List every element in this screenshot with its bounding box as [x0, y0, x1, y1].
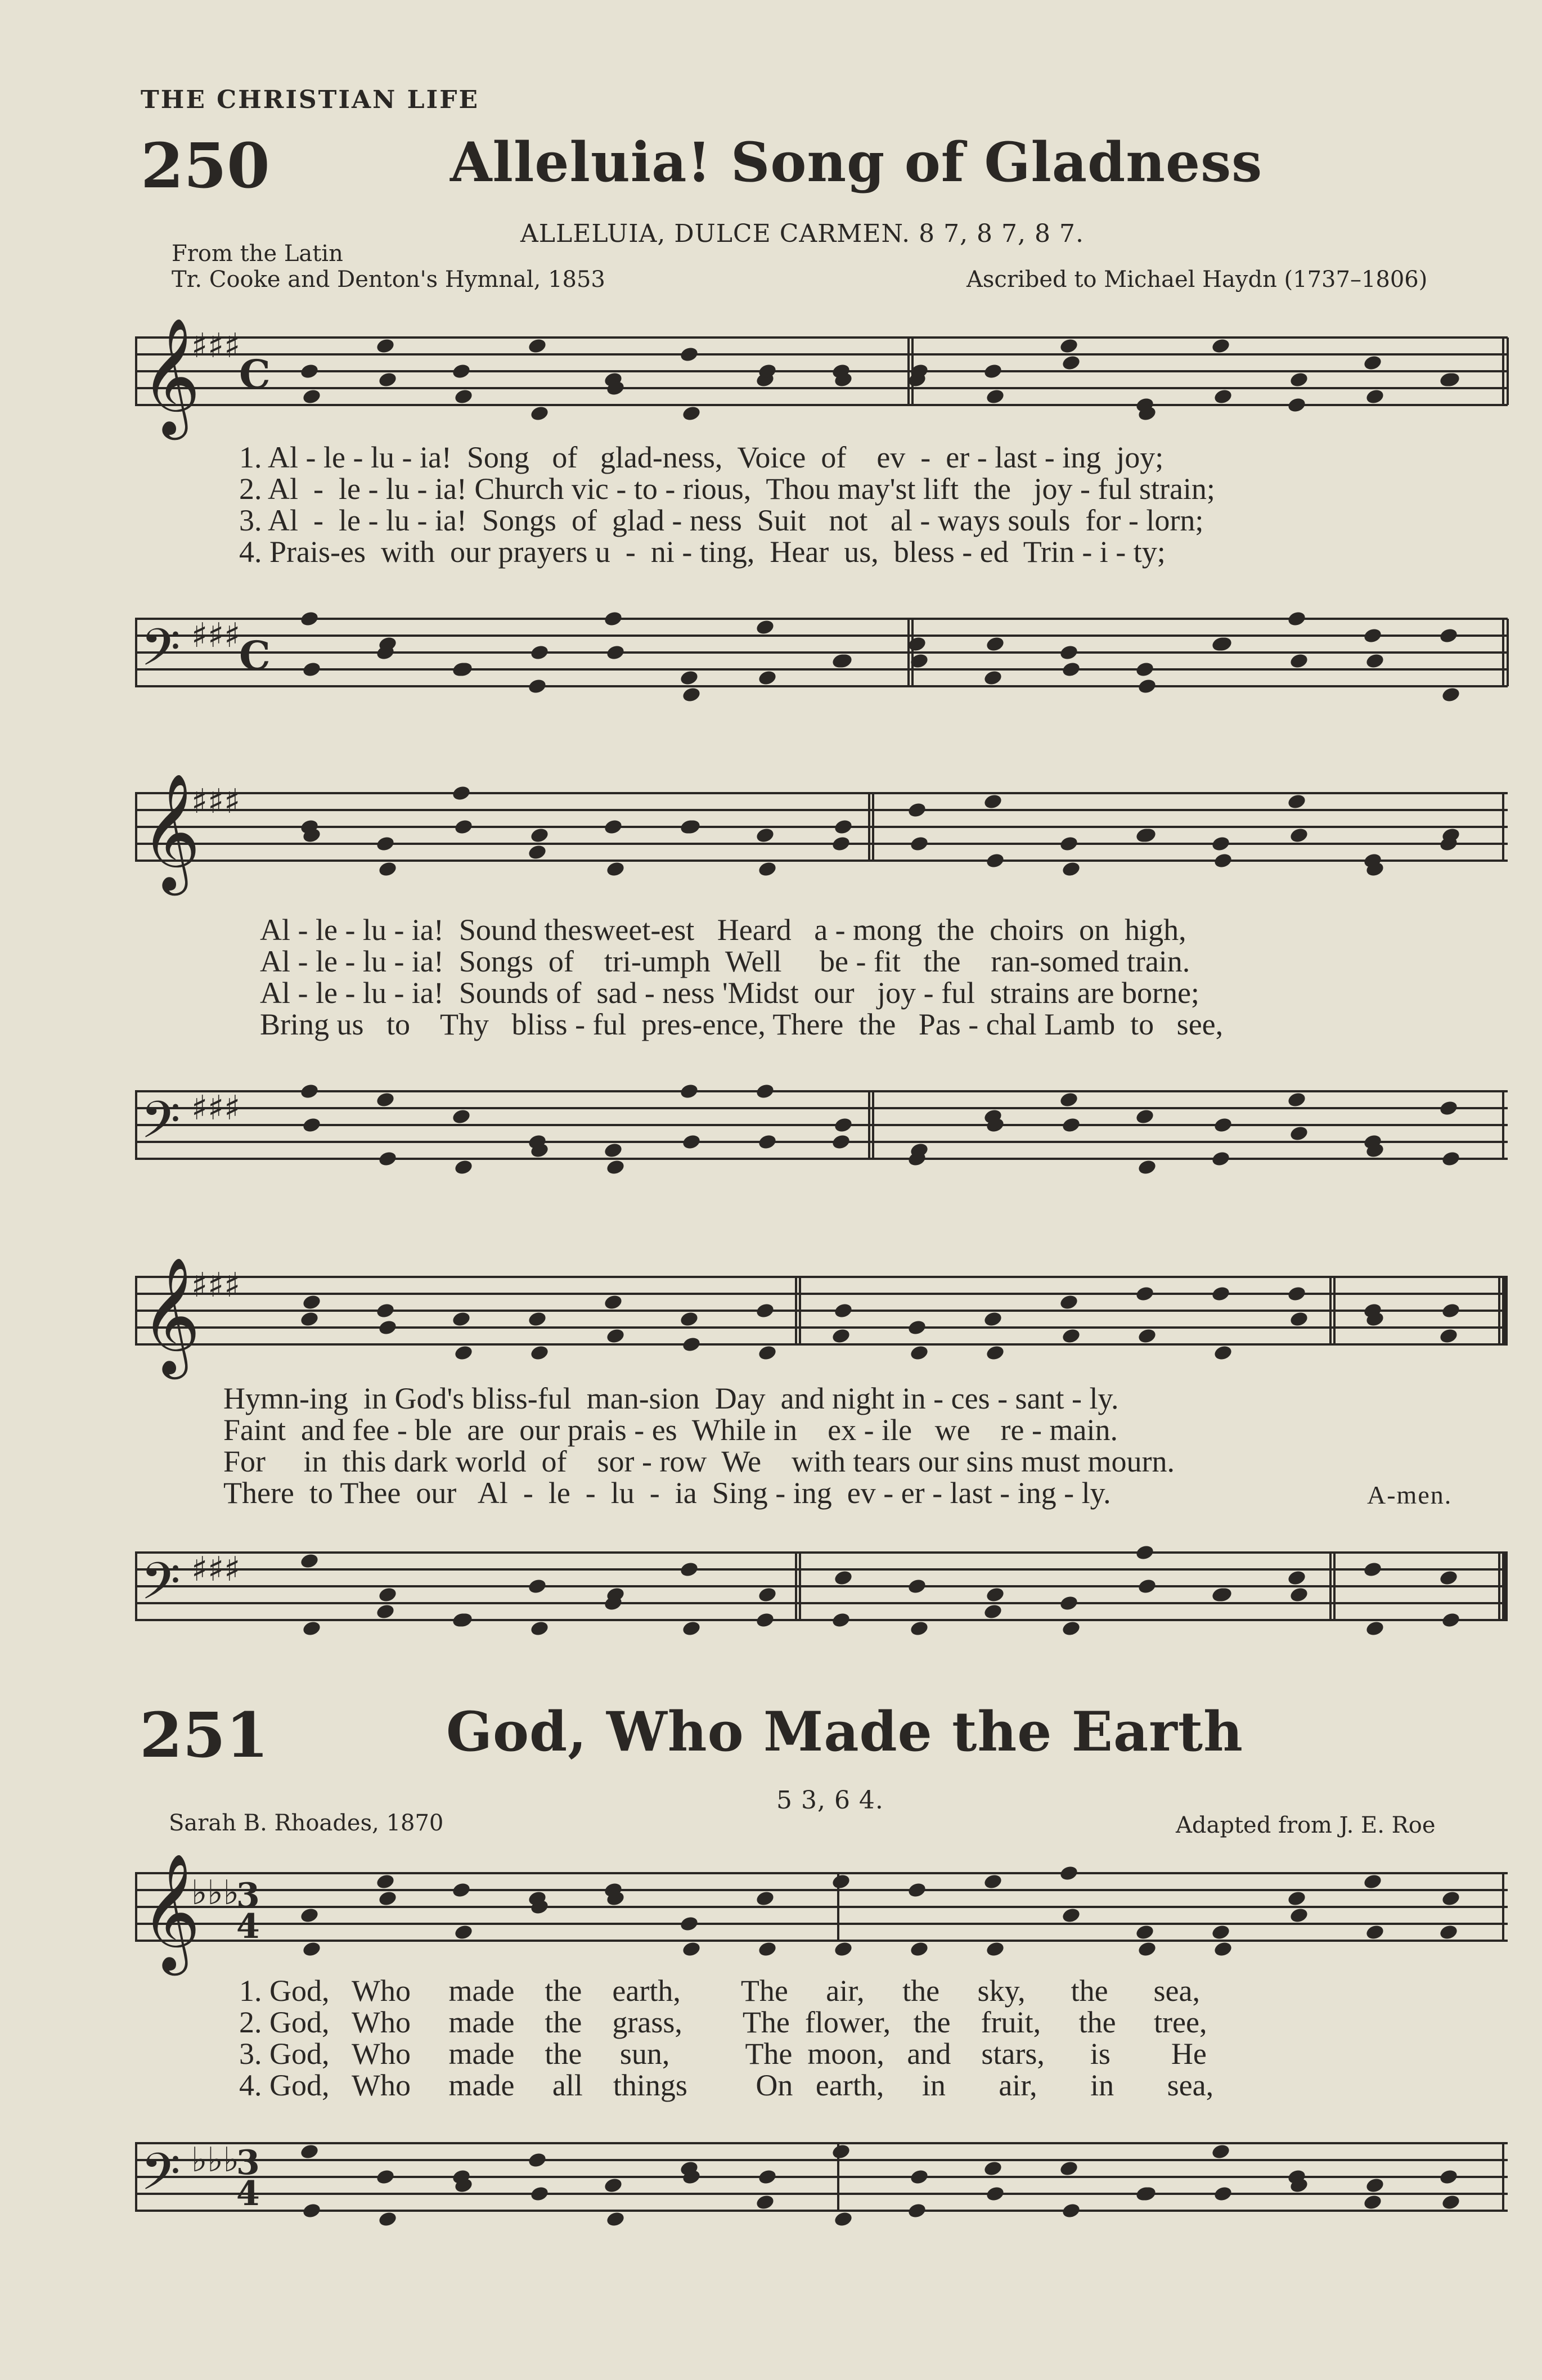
svg-text:𝄞: 𝄞 [141, 773, 201, 890]
note-head [1365, 1620, 1385, 1637]
note-head [1287, 1890, 1307, 1907]
note-head [831, 2143, 851, 2161]
translator-credit: Tr. Cooke and Denton's Hymnal, 1853 [172, 267, 605, 293]
note-head [527, 1311, 547, 1328]
note-head [755, 1612, 775, 1629]
note-head [831, 1612, 851, 1629]
note-head [1137, 1328, 1157, 1345]
note-head [1363, 1561, 1383, 1578]
author-credit: Sarah B. Rhoades, 1870 [169, 1810, 444, 1836]
note-head [1059, 644, 1079, 662]
note-head [527, 2152, 547, 2169]
note-heads [299, 785, 1461, 878]
note-head [1059, 1294, 1079, 1311]
svg-text:C: C [239, 351, 271, 398]
note-heads [299, 1285, 1461, 1362]
bass-staff [135, 1530, 1510, 1654]
lyric-line: 4. Prais-es with our prayers u - ni - ting, Hear us, bless - ed Trin - i - ty; [239, 535, 1166, 569]
note-head [755, 1302, 775, 1320]
note-head [757, 1586, 777, 1604]
note-head [1059, 2160, 1079, 2177]
note-head [451, 1882, 471, 1899]
note-head [831, 1133, 851, 1151]
note-head [1287, 793, 1307, 811]
note-head [299, 610, 320, 628]
note-head [451, 1311, 471, 1328]
note-head [1059, 338, 1079, 355]
note-head [1135, 1924, 1155, 1941]
note-head [1289, 1311, 1309, 1328]
note-head [755, 1890, 775, 1907]
svg-text:♭♭♭: ♭♭♭ [191, 1873, 239, 1913]
note-head [983, 363, 1003, 380]
note-head [1137, 827, 1157, 844]
source-credit: From the Latin [172, 241, 343, 267]
note-head [755, 619, 775, 636]
composer-credit: Ascribed to Michael Haydn (1737–1806) [966, 267, 1428, 293]
note-head [1289, 1586, 1309, 1604]
lyric-line: 2. God, Who made the grass, The flower, the fruit, the tree, [239, 2005, 1207, 2039]
note-head [833, 2211, 853, 2228]
note-head [1438, 627, 1459, 645]
note-head [907, 636, 927, 653]
note-head [1137, 1159, 1157, 1176]
lyric-line: There to Thee our Al - le - lu - ia Sing - ing ev - er - last - ing - ly. [223, 1476, 1111, 1510]
lyric-line: 1. God, Who made the earth, The air, the sky, the sea, [239, 1974, 1200, 2008]
note-head [1287, 1569, 1307, 1587]
note-head [527, 844, 547, 861]
note-head [681, 1336, 702, 1353]
bass-staff [135, 2121, 1510, 2250]
note-head [983, 1873, 1003, 1891]
note-head [681, 686, 702, 704]
lyric-line: Bring us to Thy bliss - ful pres-ence, There the Pas - chal Lamb to see, [260, 1007, 1224, 1041]
svg-text:𝄞: 𝄞 [141, 1257, 201, 1374]
hymn-title: Alleluia! Song of Gladness [450, 131, 1263, 194]
treble-staff [135, 1851, 1510, 1980]
note-head [299, 2143, 320, 2161]
note-head [302, 2202, 322, 2220]
note-head [985, 1586, 1005, 1604]
note-head [1061, 1620, 1081, 1637]
note-head [1441, 1302, 1461, 1320]
note-head [1289, 371, 1309, 389]
note-head [453, 1159, 474, 1176]
note-head [605, 1159, 626, 1176]
note-head [529, 1344, 550, 1362]
bass-staff [135, 1069, 1510, 1193]
svg-text:𝄞: 𝄞 [141, 1853, 201, 1970]
note-head [909, 1620, 929, 1637]
svg-text:3: 3 [236, 1876, 260, 1915]
note-head [983, 669, 1003, 687]
note-head [833, 818, 853, 836]
treble-staff [135, 1249, 1510, 1395]
lyric-line: Al - le - lu - ia! Sounds of sad - ness 'Midst our joy - ful strains are borne; [260, 976, 1199, 1010]
note-head [302, 388, 322, 406]
svg-text:C: C [239, 632, 271, 679]
lyric-line: Hymn-ing in God's bliss-ful man-sion Day and night in - ces - sant - ly. [223, 1382, 1119, 1415]
note-head [299, 363, 320, 380]
note-head [451, 363, 471, 380]
note-head [679, 669, 699, 687]
section-heading: THE CHRISTIAN LIFE [141, 86, 479, 114]
note-head [1441, 1890, 1461, 1907]
note-head [451, 785, 471, 802]
note-head [1213, 388, 1233, 406]
note-head [1289, 1125, 1309, 1142]
note-head [909, 835, 929, 853]
note-head [1213, 852, 1233, 870]
note-head [907, 802, 927, 819]
lyric-line: Faint and fee - ble are our prais - es While in ex - ile we re - main. [223, 1413, 1118, 1447]
note-heads [299, 338, 1461, 422]
hymn-number: 250 [141, 129, 270, 202]
note-head [983, 793, 1003, 811]
note-head [453, 1612, 474, 1629]
note-head [1059, 1091, 1079, 1109]
note-head [907, 2202, 927, 2220]
note-head [1061, 1117, 1081, 1134]
note-head [983, 1311, 1003, 1328]
note-head [377, 1586, 398, 1604]
note-head [605, 2211, 626, 2228]
hymn-number: 251 [140, 1699, 269, 1771]
note-head [377, 1319, 398, 1337]
note-head [681, 1941, 702, 1958]
note-head [985, 636, 1005, 653]
note-head [679, 346, 699, 363]
note-head [1441, 1150, 1461, 1168]
note-head [831, 1873, 851, 1891]
note-head [983, 2160, 1003, 2177]
lyric-line: 4. God, Who made all things On earth, in air, in sea, [239, 2068, 1214, 2102]
note-head [1365, 388, 1385, 406]
note-head [375, 835, 395, 853]
note-head [1059, 1865, 1079, 1882]
lyric-line: For in this dark world of sor - row We with tears our sins must mourn. [223, 1445, 1175, 1478]
note-head [907, 1882, 927, 1899]
note-head [757, 669, 777, 687]
note-head [1061, 1907, 1081, 1924]
note-head [755, 2194, 775, 2211]
note-head [1438, 1924, 1459, 1941]
note-heads [299, 610, 1461, 704]
note-head [1137, 2185, 1157, 2203]
svg-text:𝄢: 𝄢 [141, 1551, 181, 1623]
note-head [1213, 1344, 1233, 1362]
svg-text:𝄢: 𝄢 [141, 1090, 181, 1162]
note-head [679, 1083, 699, 1100]
note-head [1211, 835, 1231, 853]
note-head [1137, 1941, 1157, 1958]
note-head [985, 388, 1005, 406]
note-head [302, 661, 322, 678]
note-head [375, 2168, 395, 2186]
note-head [681, 405, 702, 422]
note-head [681, 1620, 702, 1637]
note-head [529, 1620, 550, 1637]
note-head [451, 1108, 471, 1126]
note-head [375, 1091, 395, 1109]
note-head [985, 1941, 1005, 1958]
note-head [603, 2177, 623, 2194]
svg-text:♯♯♯: ♯♯♯ [191, 1550, 241, 1589]
note-head [831, 835, 851, 853]
note-head [375, 338, 395, 355]
note-head [985, 2185, 1005, 2203]
lyric-line: 3. God, Who made the sun, The moon, and stars, is He [239, 2037, 1207, 2071]
note-head [1441, 2194, 1461, 2211]
note-head [302, 1620, 322, 1637]
note-head [681, 1133, 702, 1151]
note-head [453, 1344, 474, 1362]
note-head [757, 1941, 777, 1958]
note-head [1287, 1285, 1307, 1303]
note-head [985, 1344, 1005, 1362]
note-head [1363, 1873, 1383, 1891]
note-head [909, 2168, 929, 2186]
lyric-line: Al - le - lu - ia! Sound thesweet-est Heard a - mong the choirs on high, [260, 913, 1186, 947]
note-head [1061, 2202, 1081, 2220]
lyric-line: 2. Al - le - lu - ia! Church vic - to - rious, Thou may'st lift the joy - ful strain; [239, 472, 1215, 506]
note-head [1441, 371, 1461, 389]
note-head [1441, 1612, 1461, 1629]
note-head [1213, 2185, 1233, 2203]
note-head [1211, 1924, 1231, 1941]
note-head [302, 1117, 322, 1134]
note-head [605, 1328, 626, 1345]
note-head [1213, 1586, 1233, 1604]
note-head [679, 1915, 699, 1933]
svg-text:♯♯♯: ♯♯♯ [191, 1266, 241, 1305]
note-head [757, 2168, 777, 2186]
note-head [377, 2211, 398, 2228]
svg-text:♭♭♭: ♭♭♭ [191, 2140, 239, 2180]
note-head [1438, 1328, 1459, 1345]
note-head [1213, 636, 1233, 653]
note-head [302, 1941, 322, 1958]
note-head [1135, 661, 1155, 678]
note-head [833, 1569, 853, 1587]
note-head [1289, 653, 1309, 670]
note-head [375, 1873, 395, 1891]
note-head [757, 1133, 777, 1151]
svg-text:4: 4 [236, 2174, 260, 2213]
note-head [1438, 1569, 1459, 1587]
note-head [1211, 1150, 1231, 1168]
note-head [1211, 338, 1231, 355]
note-head [603, 818, 623, 836]
note-head [1441, 686, 1461, 704]
note-heads [299, 1865, 1461, 1958]
note-head [1287, 610, 1307, 628]
tune-name: ALLELUIA, DULCE CARMEN. 8 7, 8 7, 8 7. [520, 219, 1084, 248]
note-head [1365, 2177, 1385, 2194]
svg-text:3: 3 [236, 2143, 260, 2183]
svg-text:♯♯♯: ♯♯♯ [191, 782, 241, 821]
note-head [375, 1603, 395, 1621]
note-head [1289, 827, 1309, 844]
note-head [755, 827, 775, 844]
note-head [1213, 1117, 1233, 1134]
amen-label: A-men. [1367, 1481, 1453, 1509]
lyric-line: 1. Al - le - lu - ia! Song of glad-ness, Voice of ev - er - last - ing joy; [239, 440, 1164, 474]
note-head [1365, 653, 1385, 670]
svg-text:4: 4 [236, 1907, 260, 1946]
note-head [909, 1941, 929, 1958]
note-head [1135, 1108, 1155, 1126]
note-head [1061, 861, 1081, 878]
svg-text:𝄞: 𝄞 [141, 317, 201, 435]
svg-text:♯♯♯: ♯♯♯ [191, 616, 241, 655]
note-head [1061, 354, 1081, 372]
note-head [1137, 1578, 1157, 1595]
note-head [679, 1561, 699, 1578]
treble-staff [135, 765, 1510, 911]
note-head [1059, 835, 1079, 853]
note-head [299, 1553, 320, 1570]
note-head [527, 678, 547, 695]
note-head [605, 861, 626, 878]
note-head [1363, 627, 1383, 645]
note-head [757, 861, 777, 878]
note-head [1287, 397, 1307, 414]
note-head [833, 653, 853, 670]
note-head [1135, 1285, 1155, 1303]
note-head [603, 610, 623, 628]
bass-staff [135, 596, 1510, 720]
note-head [985, 852, 1005, 870]
note-head [299, 1907, 320, 1924]
note-head [907, 1319, 927, 1337]
note-head [983, 1603, 1003, 1621]
note-head [755, 1083, 775, 1100]
note-head [1135, 1544, 1155, 1562]
note-head [1061, 661, 1081, 678]
note-head [529, 644, 550, 662]
note-head [299, 1083, 320, 1100]
note-head [605, 644, 626, 662]
note-head [1363, 354, 1383, 372]
note-head [1365, 1924, 1385, 1941]
note-head [907, 1578, 927, 1595]
note-head [529, 827, 550, 844]
lyric-line: Al - le - lu - ia! Songs of tri-umph Well be - fit the ran-somed train. [260, 944, 1190, 978]
composer-credit: Adapted from J. E. Roe [1176, 1812, 1436, 1838]
note-head [833, 1302, 853, 1320]
lyric-line: 3. Al - le - lu - ia! Songs of glad - ness Suit not al - ways souls for - lorn; [239, 503, 1204, 537]
hymn-title: God, Who Made the Earth [446, 1700, 1243, 1763]
note-head [527, 1578, 547, 1595]
note-head [603, 1294, 623, 1311]
svg-text:𝄢: 𝄢 [141, 2142, 181, 2214]
note-head [1213, 1941, 1233, 1958]
note-head [1061, 1328, 1081, 1345]
note-head [681, 818, 702, 836]
svg-text:♯♯♯: ♯♯♯ [191, 1088, 241, 1128]
note-head [377, 1150, 398, 1168]
note-head [529, 2185, 550, 2203]
note-head [527, 338, 547, 355]
note-head [453, 388, 474, 406]
note-head [1363, 2194, 1383, 2211]
note-head [302, 1294, 322, 1311]
note-head [377, 371, 398, 389]
note-head [1137, 678, 1157, 695]
note-head [1438, 1100, 1459, 1117]
note-head [909, 1344, 929, 1362]
note-heads [299, 1083, 1461, 1176]
note-head [1211, 1285, 1231, 1303]
note-head [603, 1142, 623, 1159]
svg-text:♯♯♯: ♯♯♯ [191, 326, 241, 366]
note-head [757, 1344, 777, 1362]
note-head [299, 1311, 320, 1328]
note-heads [299, 1544, 1461, 1637]
note-head [831, 1328, 851, 1345]
note-head [1438, 2168, 1459, 2186]
note-head [375, 1302, 395, 1320]
note-head [453, 661, 474, 678]
note-head [1059, 1595, 1079, 1612]
note-heads [299, 2143, 1461, 2228]
note-head [1211, 2143, 1231, 2161]
note-head [377, 861, 398, 878]
svg-text:𝄢: 𝄢 [141, 618, 181, 690]
note-head [1289, 1907, 1309, 1924]
note-head [453, 818, 474, 836]
note-head [529, 405, 550, 422]
note-head [453, 1924, 474, 1941]
meter-label: 5 3, 6 4. [776, 1786, 884, 1815]
note-head [1287, 1091, 1307, 1109]
note-head [833, 1117, 853, 1134]
note-head [833, 1941, 853, 1958]
note-head [679, 1311, 699, 1328]
note-head [377, 1890, 398, 1907]
